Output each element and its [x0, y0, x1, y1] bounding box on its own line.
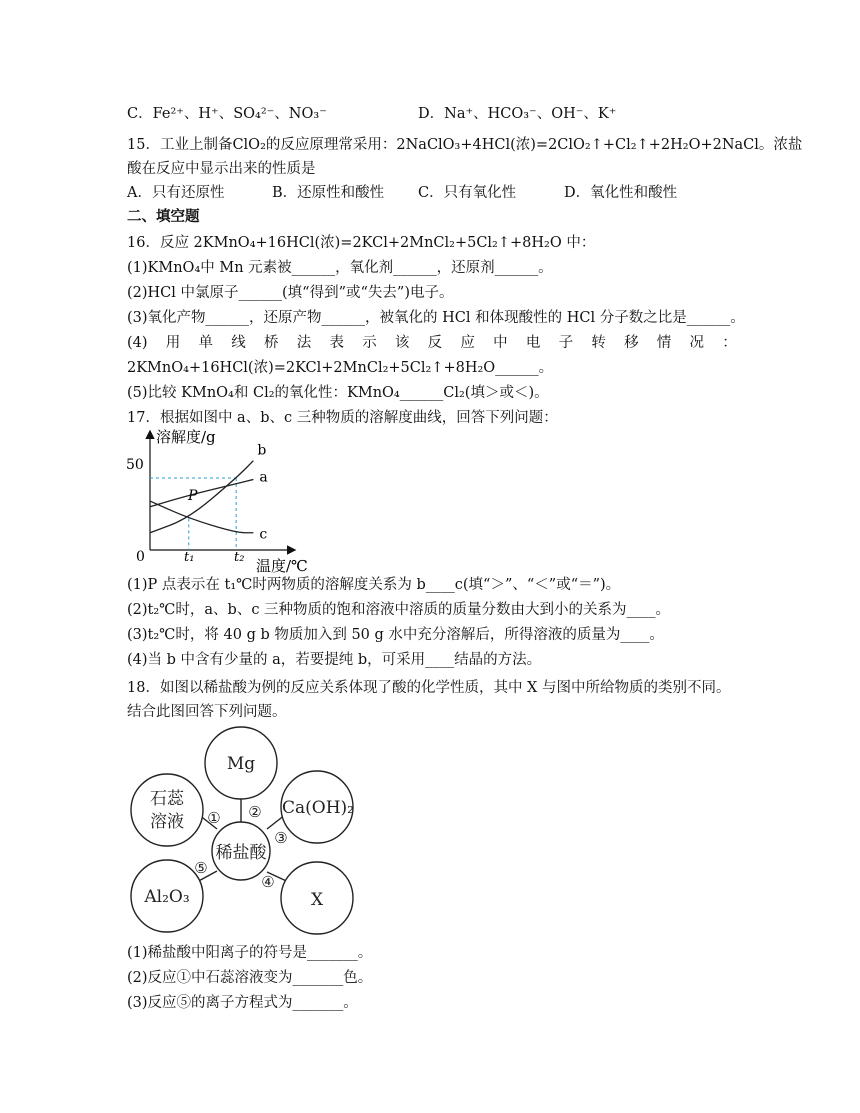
q16-p4-word: 情: [656, 335, 672, 351]
y-tick-label: 50: [126, 457, 144, 473]
q16-part4-line1: [127, 333, 737, 353]
q16-p4-word: 桥: [263, 335, 279, 351]
q16-p4-word: 应: [460, 335, 475, 351]
q16-p4-word: 中: [493, 335, 508, 351]
reaction-diagram-svg: [125, 725, 365, 945]
q17-part3: (3)t₂℃时，将 40 g b 物质加入到 50 g 水中充分溶解后，所得溶液的质量为____。: [127, 627, 664, 643]
curve-a: [150, 479, 253, 506]
q16-p4-word: 该: [394, 335, 410, 351]
q16-p4-word: 移: [624, 335, 639, 351]
solubility-chart-svg: [122, 428, 342, 576]
q18-part2: (2)反应①中石蕊溶液变为_______色。: [127, 970, 373, 986]
q16-p4-word: 示: [362, 335, 377, 351]
curve-c: [150, 501, 253, 533]
x-axis-label: 温度/℃: [256, 557, 308, 575]
q16-stem: 16．反应 2KMnO₄+16HCl(浓)=2KCl+2MnCl₂+5Cl₂↑+8H₂O 中：: [127, 235, 596, 251]
q16-p4-word: 子: [558, 335, 574, 351]
q16-p4-word: ：: [722, 335, 737, 351]
q16-p4-word: 电: [525, 335, 541, 351]
q16-part5: (5)比较 KMnO₄和 Cl₂的氧化性：KMnO₄______Cl₂(填＞或＜)。: [127, 385, 549, 401]
q17-part4: (4)当 b 中含有少量的 a，若要提纯 b，可采用____结晶的方法。: [127, 652, 542, 668]
litmus-label-1: 石蕊: [150, 789, 184, 809]
x-label: X: [310, 890, 324, 910]
q16-part4-line2: 2KMnO₄+16HCl(浓)=2KCl+2MnCl₂+5Cl₂↑+8H₂O______。: [127, 360, 554, 376]
caoh2-label: Ca(OH)₂: [282, 798, 354, 818]
q16-part2: (2)HCl 中氯原子______(填“得到”或“失去”)电子。: [127, 285, 454, 301]
y-axis-label: 溶解度/g: [156, 428, 216, 446]
origin-label: 0: [136, 549, 145, 565]
link-label-2: ②: [248, 803, 262, 821]
q14-option-c: C．Fe²⁺、H⁺、SO₄²⁻、NO₃⁻: [127, 106, 327, 122]
q18-stem-line1: 18．如图以稀盐酸为例的反应关系体现了酸的化学性质，其中 X 与图中所给物质的类别不同。: [127, 680, 731, 696]
q15-option-c: C．只有氧化性: [418, 185, 517, 201]
q16-p4-word: 转: [591, 335, 606, 351]
q16-p4-word: 况: [689, 335, 705, 351]
point-label-p: P: [188, 488, 198, 504]
x-tick-label-t1: t₁: [184, 550, 195, 565]
curve-label-a: a: [259, 469, 268, 486]
q17-part2: (2)t₂℃时，a、b、c 三种物质的饱和溶液中溶质的质量分数由大到小的关系为____。: [127, 602, 671, 618]
q17-stem: 17．根据如图中 a、b、c 三种物质的溶解度曲线，回答下列问题：: [127, 410, 558, 426]
q16-p4-word: 线: [231, 335, 246, 351]
q16-p4-word: 反: [427, 335, 443, 351]
q15-stem-line2: 酸在反应中显示出来的性质是: [127, 161, 316, 177]
q16-p4-word: 法: [296, 335, 312, 351]
curve-label-c: c: [259, 526, 268, 543]
solubility-chart: [122, 428, 342, 580]
x-tick-label-t2: t₂: [234, 550, 245, 565]
center-label: 稀盐酸: [215, 843, 267, 863]
q16-p4-word: 表: [329, 335, 344, 351]
link-label-5: ⑤: [194, 859, 208, 877]
q15-stem-line1: 15．工业上制备ClO₂的反应原理常采用：2NaClO₃+4HCl(浓)=2ClO₂↑+Cl₂↑+2H₂O+2NaCl。浓盐: [127, 137, 803, 153]
q18-part1: (1)稀盐酸中阳离子的符号是_______。: [127, 945, 373, 961]
q16-p4-word: 用: [165, 335, 181, 351]
q16-part3: (3)氧化产物______，还原产物______，被氧化的 HCl 和体现酸性的 HCl 分子数之比是______。: [127, 310, 745, 326]
link-label-3: ③: [274, 829, 288, 847]
section-title: 二、填空题: [127, 209, 200, 225]
q16-p4-word: 单: [198, 335, 214, 351]
q18-stem-line2: 结合此图回答下列问题。: [127, 704, 287, 720]
q16-part1: (1)KMnO₄中 Mn 元素被______，氧化剂______，还原剂______。: [127, 260, 553, 276]
link-label-4: ④: [261, 873, 275, 891]
curve-label-b: b: [257, 442, 267, 459]
q18-part3: (3)反应⑤的离子方程式为_______。: [127, 995, 358, 1011]
q14-option-d: D．Na⁺、HCO₃⁻、OH⁻、K⁺: [418, 106, 617, 122]
q15-option-b: B．还原性和酸性: [272, 185, 385, 201]
link-label-1: ①: [207, 809, 221, 827]
q16-p4-word: (4): [127, 335, 148, 351]
litmus-label-2: 溶液: [150, 812, 184, 832]
chart-series: [150, 443, 268, 543]
q15-option-d: D．氧化性和酸性: [564, 185, 678, 201]
reaction-diagram: [125, 725, 365, 949]
al2o3-label: Al₂O₃: [144, 887, 190, 907]
mg-label: Mg: [226, 754, 256, 774]
node-litmus: [131, 774, 203, 846]
q15-option-a: A．只有还原性: [127, 185, 225, 201]
q17-part1: (1)P 点表示在 t₁℃时两物质的溶解度关系为 b____c(填“＞”、“＜”或“＝”)。: [127, 577, 621, 593]
